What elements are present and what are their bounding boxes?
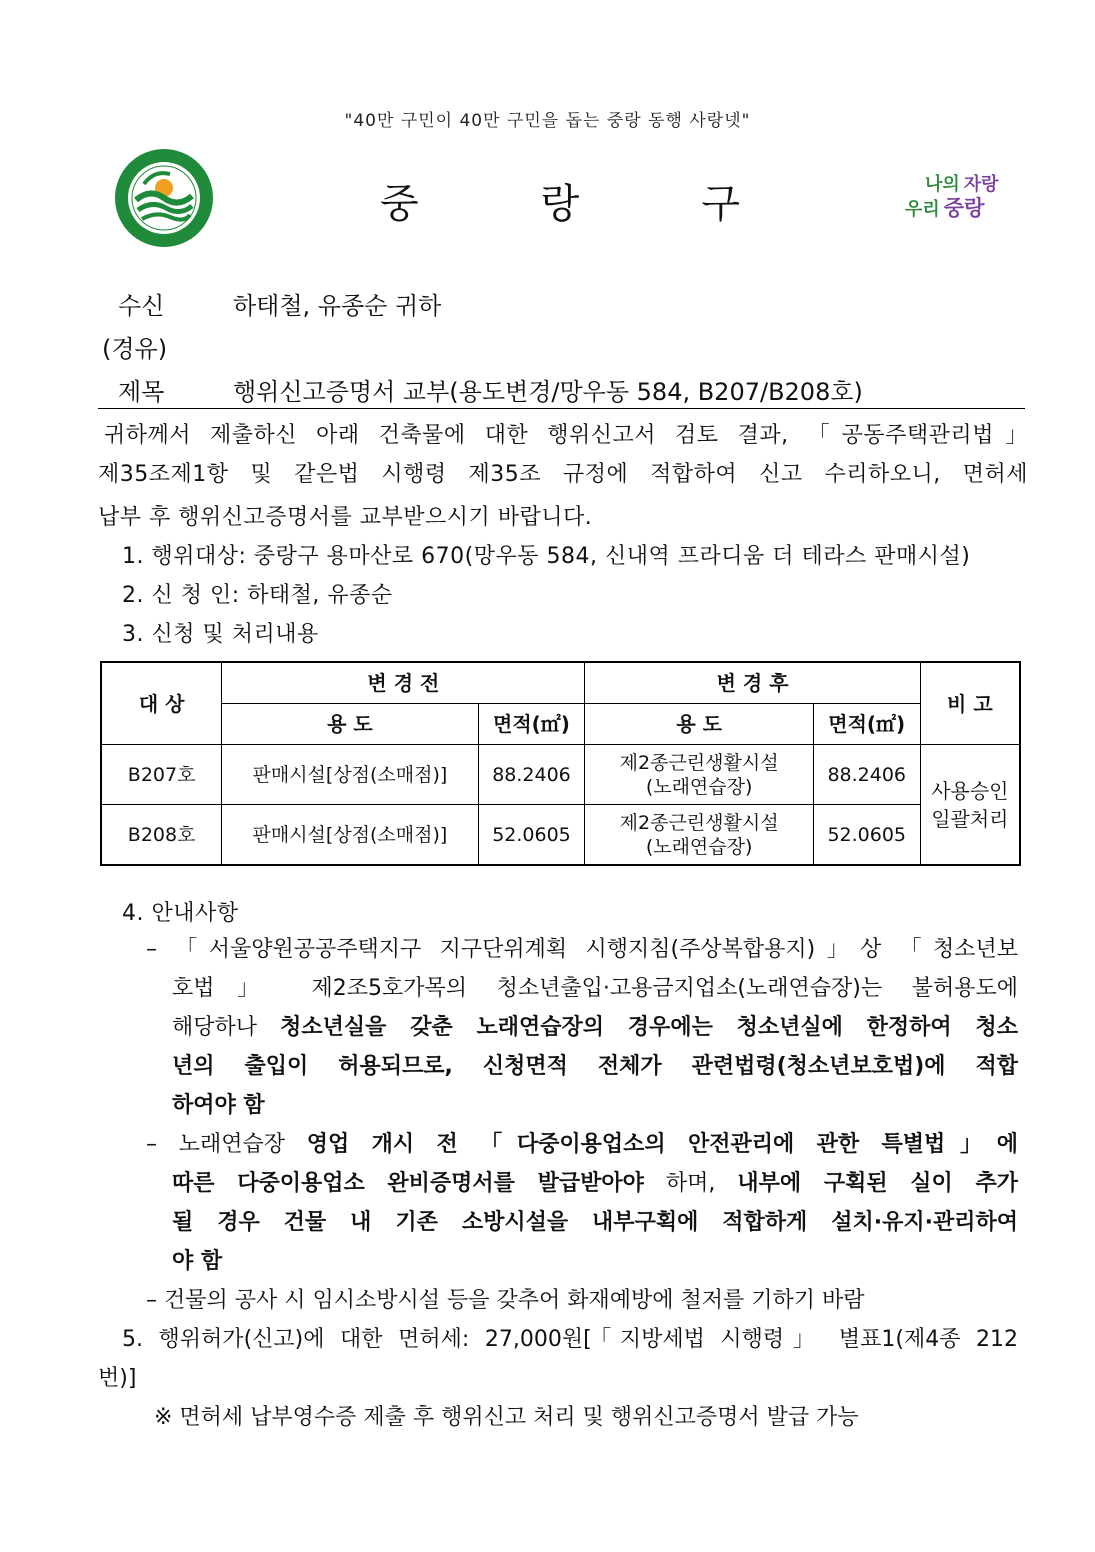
cell-before-use: 판매시설[상점(소매점)] [222,805,478,866]
intro-line-3: 납부 후 행위신고증명서를 교부받으시기 바랍니다. [98,505,593,530]
cell-after-use [585,745,813,805]
subject: 행위신고증명서 교부(용도변경/망우동 584, B207/B208호) [233,378,863,406]
fee-remark: ※ 면허세 납부영수증 제출 후 행위신고 처리 및 행위신고증명서 발급 가능 [154,1405,859,1430]
notice-a-line-3 [172,1008,1018,1047]
org-char-1: 중 [380,181,419,227]
th-before-use: 용 도 [222,704,478,745]
notice-a-line-4: 년의 출입이 허용되므로, 신청면적 전체가 관련법령(청소년보호법)에 적합 [172,1054,1018,1079]
notice-b-line-2-bold-2: 내부에 구획된 실이 추가 [737,1171,1018,1196]
item-target: 1. 행위대상: 중랑구 용마산로 670(망우동 584, 신내역 프라디움 더 테라스 판매시설) [122,544,971,569]
brand-slogan-logo [905,170,1015,230]
th-target: 대 상 [101,662,222,745]
item-applicant: 2. 신 청 인: 하태철, 유종순 [122,583,393,608]
org-char-2: 랑 [540,181,580,227]
notice-a-line-1: – 「서울양원공공주택지구 지구단위계획 시행지침(주상복합용지)」상 「청소년보 [146,937,1018,962]
notice-b-line-4: 야 함 [172,1249,223,1274]
fee-line-2: 번)] [98,1366,137,1391]
cell-unit: B207호 [101,745,222,805]
cell-before-use: 판매시설[상점(소매점)] [222,745,478,805]
cell-after-area: 52.0605 [813,805,920,866]
notice-title: 4. 안내사항 [122,901,239,926]
notice-b-line-2-bold-1: 따른 다중이용업소 완비증명서를 발급받아야 [172,1171,644,1196]
cell-after-use [585,805,813,866]
cell-before-area: 52.0605 [478,805,585,866]
after-use-line-1: 제2종근린생활시설 [619,751,779,774]
th-before-area: 면적(㎡) [478,704,585,745]
notice-b-line-2 [172,1164,1018,1203]
after-use-line-2: (노래연습장) [645,835,753,858]
after-use-line-1: 제2종근린생활시설 [619,811,779,834]
th-note: 비 고 [920,662,1020,745]
cell-unit: B208호 [101,805,222,866]
item-details: 3. 신청 및 처리내용 [122,622,319,647]
notice-c-line-1: – 건물의 공사 시 임시소방시설 등을 갖추어 화재예방에 철저를 기하기 바람 [146,1288,865,1313]
jungnang-gu-emblem-icon [114,148,214,248]
recipient-label: 수신 [118,292,165,320]
table-row [101,805,1020,866]
notice-b-line-1 [146,1125,1018,1164]
notice-b-line-2-plain: 하며, [643,1171,738,1196]
header-divider [98,408,1025,409]
fee-line-1: 5. 행위허가(신고)에 대한 면허세: 27,000원[「지방세법 시행령」 별표1(제4종 212 [122,1327,1018,1352]
notice-b-line-1-bold: 영업 개시 전 「다중이용업소의 안전관리에 관한 특별법」에 [306,1132,1018,1157]
org-char-3: 구 [701,181,740,227]
th-after-area: 면적(㎡) [813,704,920,745]
brand-line2a: 우리 [905,199,940,220]
note-line-1: 사용승인 [931,778,1009,803]
recipient: 하태철, 유종순 귀하 [233,292,442,320]
note-line-2: 일괄처리 [931,806,1009,831]
brand-line1a: 나의 [925,174,960,195]
after-use-line-2: (노래연습장) [645,775,753,798]
cell-after-area: 88.2406 [813,745,920,805]
notice-b-line-3: 될 경우 건물 내 기존 소방시설을 내부구획에 적합하게 설치·유지·관리하여 [172,1210,1018,1235]
notice-a-line-2: 호법」 제2조5호가목의 청소년출입·고용금지업소(노래연습장)는 불허용도에 [172,976,1018,1001]
intro-line-2: 제35조제1항 및 같은법 시행령 제35조 규정에 적합하여 신고 수리하오니, 면허세 [98,462,1028,487]
change-table [100,661,1021,866]
notice-a-line-3-bold: 청소년실을 갖춘 노래연습장의 경우에는 청소년실에 한정하여 청소 [280,1015,1018,1040]
via-label: (경유) [102,335,168,363]
brand-line2b: 중랑 [943,196,985,220]
th-after-use: 용 도 [585,704,813,745]
intro-line-1: 귀하께서 제출하신 아래 건축물에 대한 행위신고서 검토 결과, 「공동주택관리법」 [104,423,1028,448]
notice-b-line-1-plain: – 노래연습장 [146,1132,307,1157]
cell-note [920,745,1020,866]
subject-label: 제목 [118,378,165,406]
th-before: 변 경 전 [222,662,585,704]
organization-name [380,172,740,229]
th-after: 변 경 후 [585,662,920,704]
notice-a-line-5: 하여야 함 [172,1093,265,1118]
cell-before-area: 88.2406 [478,745,585,805]
brand-line1b: 자랑 [963,174,999,195]
notice-a-line-3-plain: 해당하나 [172,1015,281,1040]
table-row [101,745,1020,805]
slogan: "40만 구민이 40만 구민을 돕는 중랑 동행 사랑넷" [344,111,751,131]
